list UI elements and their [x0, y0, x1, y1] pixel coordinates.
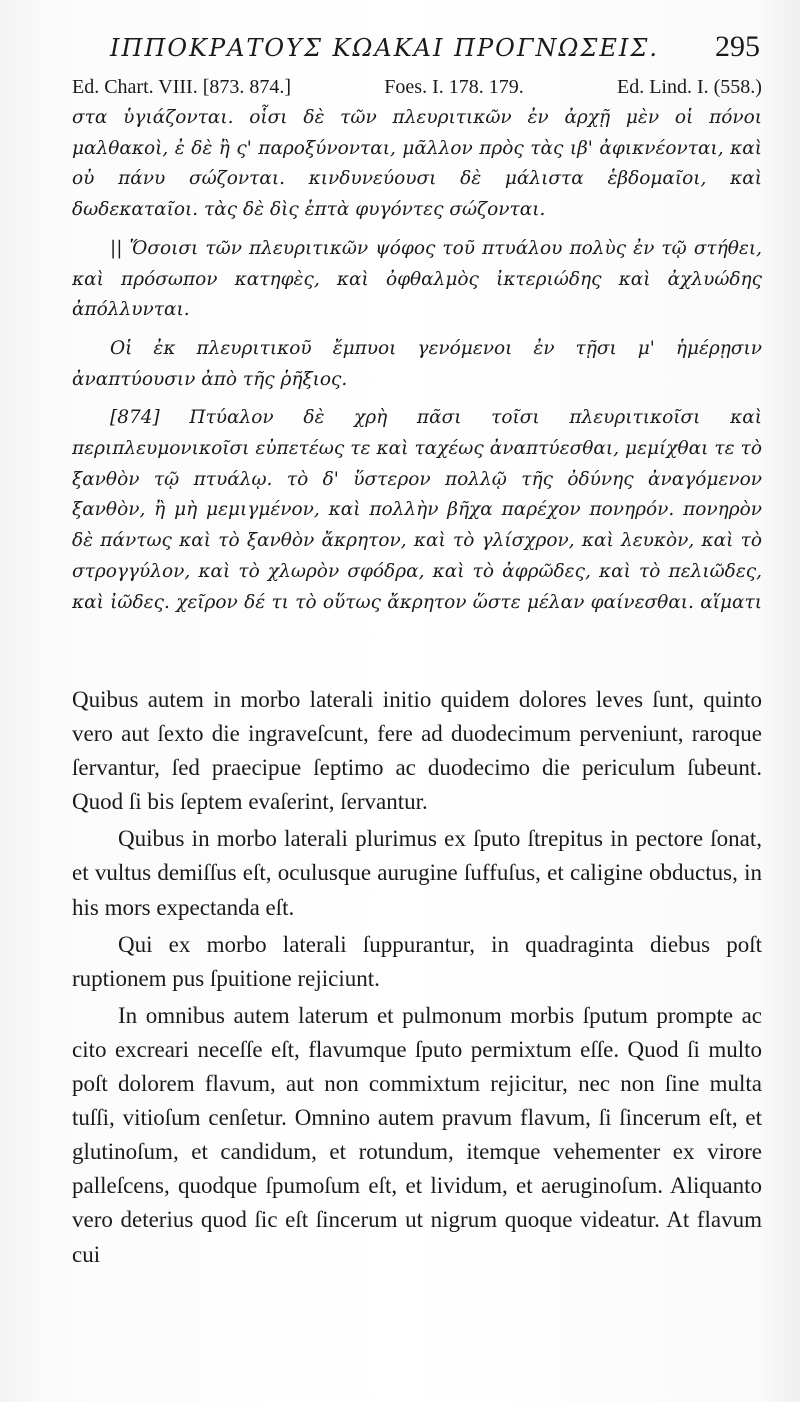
edition-foes-reference: Foes. I. 178. 179. — [384, 76, 524, 98]
greek-paragraph: || Ὅσοισι τῶν πλευριτικῶν ψόφος τοῦ πτυάλου πολὺς ἐν τῷ στήθει, καὶ πρόσωπον κατηφὲς, καὶ ὀφθαλμὸς ἰκτεριώδης καὶ ἀχλυώδης ἀπόλλυνται. — [72, 237, 762, 321]
greek-paragraph: Οἱ ἐκ πλευριτικοῦ ἔμπυοι γενόμενοι ἐν τῇσι μ' ἡμέρῃσιν ἀναπτύουσιν ἀπὸ τῆς ῥῆξιος. — [72, 337, 762, 390]
edition-references — [72, 76, 762, 99]
latin-paragraph: Quibus autem in morbo laterali initio quidem dolores leves ſunt, quinto vero aut ſexto die ingraveſcunt, fere ad duodecimum perveniunt, raroque ſervantur, ſed praecipue ſeptimo ac duodecimo die periculum ſubeunt. Quod ſi bis ſeptem evaſerint, ſervantur. — [72, 687, 762, 815]
latin-paragraph: Qui ex morbo laterali ſuppurantur, in quadraginta diebus poſt ruptionem pus ſpuitione rejiciunt. — [72, 931, 762, 991]
greek-text-block — [72, 103, 762, 626]
page-header — [60, 30, 760, 64]
greek-paragraph: [874] Πτύαλον δὲ χρὴ πᾶσι τοῖσι πλευριτικοῖσι καὶ περιπλευμονικοῖσι εὐπετέως τε καὶ ταχέως ἀναπτύεσθαι, μεμίχθαι τε τὸ ξανθὸν τῷ πτυάλῳ. τὸ δ' ὕστερον πολλῷ τῆς ὀδύνης ἀναγόμενον ξανθὸν, ἢ μὴ μεμιγμένον, καὶ πολλὴν βῆχα παρέχον πονηρόν. πονηρὸν δὲ πάντως καὶ τὸ ξανθὸν ἄκρητον, καὶ τὸ γλίσχρον, καὶ λευκὸν, καὶ τὸ στρογγύλον, καὶ τὸ χλωρὸν σφόδρα, καὶ τὸ ἀφρῶδες, καὶ τὸ πελιῶδες, καὶ ἰῶδες. χεῖρον δέ τι τὸ οὕτως ἄκρητον ὥστε μέλαν φαίνεσθαι. αἵματι — [72, 407, 762, 613]
greek-paragraph: στα ὑγιάζονται. οἷσι δὲ τῶν πλευριτικῶν ἐν ἀρχῇ μὲν οἱ πόνοι μαλθακοὶ, ἐ δὲ ἢ ς' παροξύνονται, μᾶλλον πρὸς τὰς ιβ' ἀφικνέονται, καὶ οὐ πάνυ σώζονται. κινδυνεύουσι δὲ μάλιστα ἑβδομαῖοι, καὶ δωδεκαταῖοι. τὰς δὲ δὶς ἑπτὰ φυγόντες σώζονται. — [72, 107, 762, 221]
latin-paragraph: In omnibus autem laterum et pulmonum morbis ſputum prompte ac cito excreari neceſſe eſt, flavumque ſputo permixtum eſſe. Quod ſi multo poſt dolorem flavum, aut non commixtum rejicitur, nec non ſine multa tuſſi, vitioſum cenſetur. Omnino autem pravum flavum, ſi ſincerum eſt, et glutinoſum, et candidum, et rotundum, itemque vehementer ex virore palleſcens, quodque ſpumoſum eſt, et lividum, et aeruginoſum. Aliquanto vero deterius quod ſic eſt ſincerum ut nigrum quoque videatur. At flavum cui — [72, 1002, 762, 1267]
page-number: 295 — [715, 30, 760, 63]
latin-text-block — [72, 683, 762, 1275]
running-head: ΙΠΠΟΚΡΑΤΟΥΣ ΚΩΑΚΑΙ ΠΡΟΓΝΩΣΕΙΣ. — [110, 34, 659, 62]
edition-chart-reference: Ed. Chart. VIII. [873. 874.] — [72, 76, 292, 98]
latin-paragraph: Quibus in morbo laterali plurimus ex ſputo ſtrepitus in pectore ſonat, et vultus demiſſus eſt, oculusque aurugine ſuffuſus, et caligine obductus, in his mors expectanda eſt. — [72, 826, 762, 920]
edition-lind-reference: Ed. Lind. I. (558.) — [617, 76, 762, 98]
